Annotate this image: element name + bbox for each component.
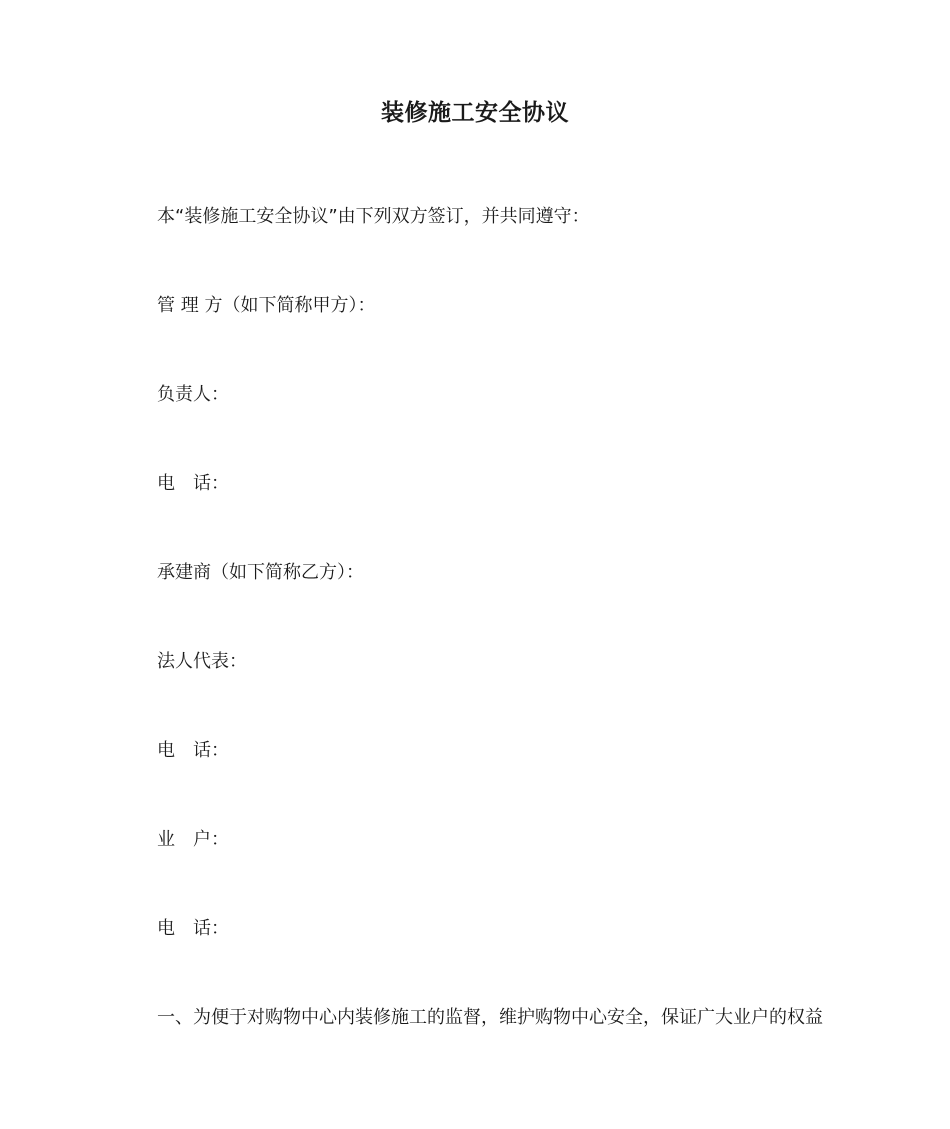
tenant-line: 业 户： bbox=[157, 829, 229, 850]
manager-phone-line: 电 话： bbox=[157, 473, 229, 494]
legal-rep-line: 法人代表： bbox=[157, 651, 247, 672]
clause-one-line: 一、为便于对购物中心内装修施工的监督，维护购物中心安全，保证广大业户的权益 bbox=[157, 1007, 823, 1028]
contractor-party-line: 承建商（如下简称乙方）： bbox=[157, 562, 364, 583]
tenant-phone-line: 电 话： bbox=[157, 918, 229, 939]
document-title: 装修施工安全协议 bbox=[381, 100, 569, 126]
manager-party-line: 管 理 方（如下简称甲方）： bbox=[157, 295, 376, 316]
contractor-phone-line: 电 话： bbox=[157, 740, 229, 761]
intro-line: 本“装修施工安全协议”由下列双方签订，并共同遵守： bbox=[157, 206, 590, 227]
manager-responsible-line: 负责人： bbox=[157, 384, 229, 405]
